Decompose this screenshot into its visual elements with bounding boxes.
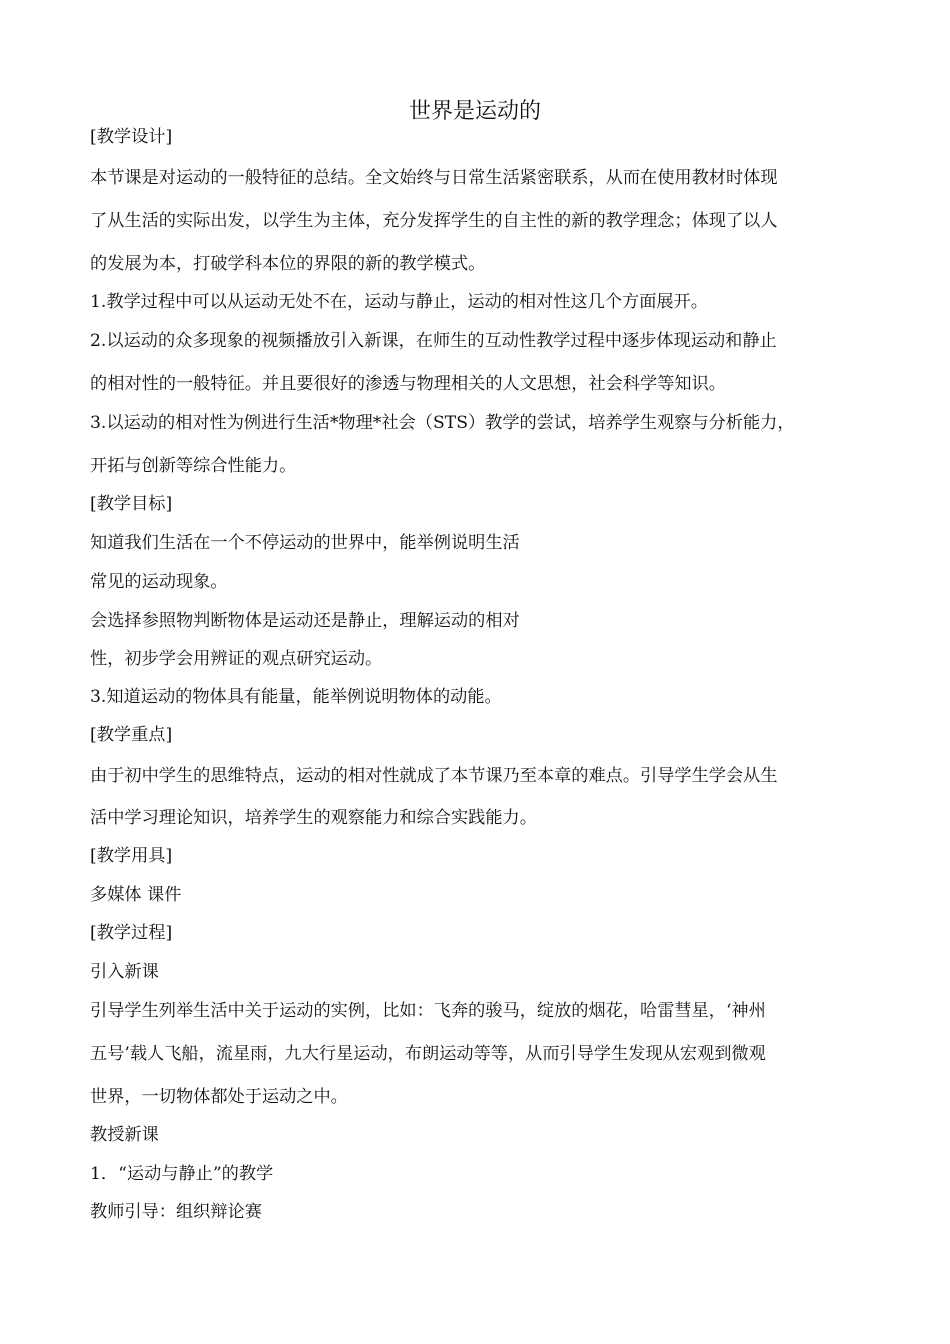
goals-line: 性，初步学会用辨证的观点研究运动。 — [90, 649, 383, 669]
goals-line: 知道我们生活在一个不停运动的世界中，能举例说明生活 — [90, 533, 520, 553]
design-item-2-line: 2.以运动的众多现象的视频播放引入新课，在师生的互动性教学过程中逐步体现运动和静止 — [90, 331, 777, 351]
page-title: 世界是运动的 — [408, 99, 541, 124]
tools-text: 多媒体 课件 — [90, 885, 182, 905]
design-paragraph-line: 的发展为本，打破学科本位的界限的新的教学模式。 — [90, 254, 486, 274]
focus-paragraph-line: 由于初中学生的思维特点，运动的相对性就成了本节课乃至本章的难点。引导学生学会从生 — [90, 766, 778, 786]
section-heading-design: [教学设计] — [90, 127, 173, 147]
goals-line: 3.知道运动的物体具有能量，能举例说明物体的动能。 — [90, 687, 502, 707]
intro-paragraph-line: 引导学生列举生活中关于运动的实例，比如：飞奔的骏马，绽放的烟花，哈雷彗星，‘神州 — [90, 1001, 766, 1021]
focus-paragraph-line: 活中学习理论知识，培养学生的观察能力和综合实践能力。 — [90, 808, 537, 828]
goals-line: 会选择参照物判断物体是运动还是静止，理解运动的相对 — [90, 611, 520, 631]
section-heading-tools: [教学用具] — [90, 846, 173, 866]
design-item-1: 1.教学过程中可以从运动无处不在，运动与静止，运动的相对性这几个方面展开。 — [90, 292, 708, 312]
section-heading-goals: [教学目标] — [90, 494, 173, 514]
design-item-3-line: 开拓与创新等综合性能力。 — [90, 456, 297, 476]
intro-paragraph-line: 五号’载人飞船，流星雨，九大行星运动，布朗运动等等，从而引导学生发现从宏观到微观 — [90, 1044, 766, 1064]
section-heading-process: [教学过程] — [90, 923, 173, 943]
design-item-3-line: 3.以运动的相对性为例进行生活*物理*社会（STS）教学的尝试，培养学生观察与分析能力， — [90, 413, 795, 433]
teach-heading: 教授新课 — [90, 1125, 159, 1145]
goals-line: 常见的运动现象。 — [90, 572, 228, 592]
design-paragraph-line: 本节课是对运动的一般特征的总结。全文始终与日常生活紧密联系，从而在使用教材时体现 — [90, 168, 778, 188]
teacher-guide: 教师引导：组织辩论赛 — [90, 1202, 262, 1222]
design-paragraph-line: 了从生活的实际出发，以学生为主体，充分发挥学生的自主性的新的教学理念；体现了以人 — [90, 211, 778, 231]
teach-item-1: 1．“运动与静止”的教学 — [90, 1164, 274, 1184]
design-item-2-line: 的相对性的一般特征。并且要很好的渗透与物理相关的人文思想，社会科学等知识。 — [90, 374, 726, 394]
intro-paragraph-line: 世界，一切物体都处于运动之中。 — [90, 1087, 348, 1107]
section-heading-focus: [教学重点] — [90, 725, 173, 745]
intro-heading: 引入新课 — [90, 962, 159, 982]
